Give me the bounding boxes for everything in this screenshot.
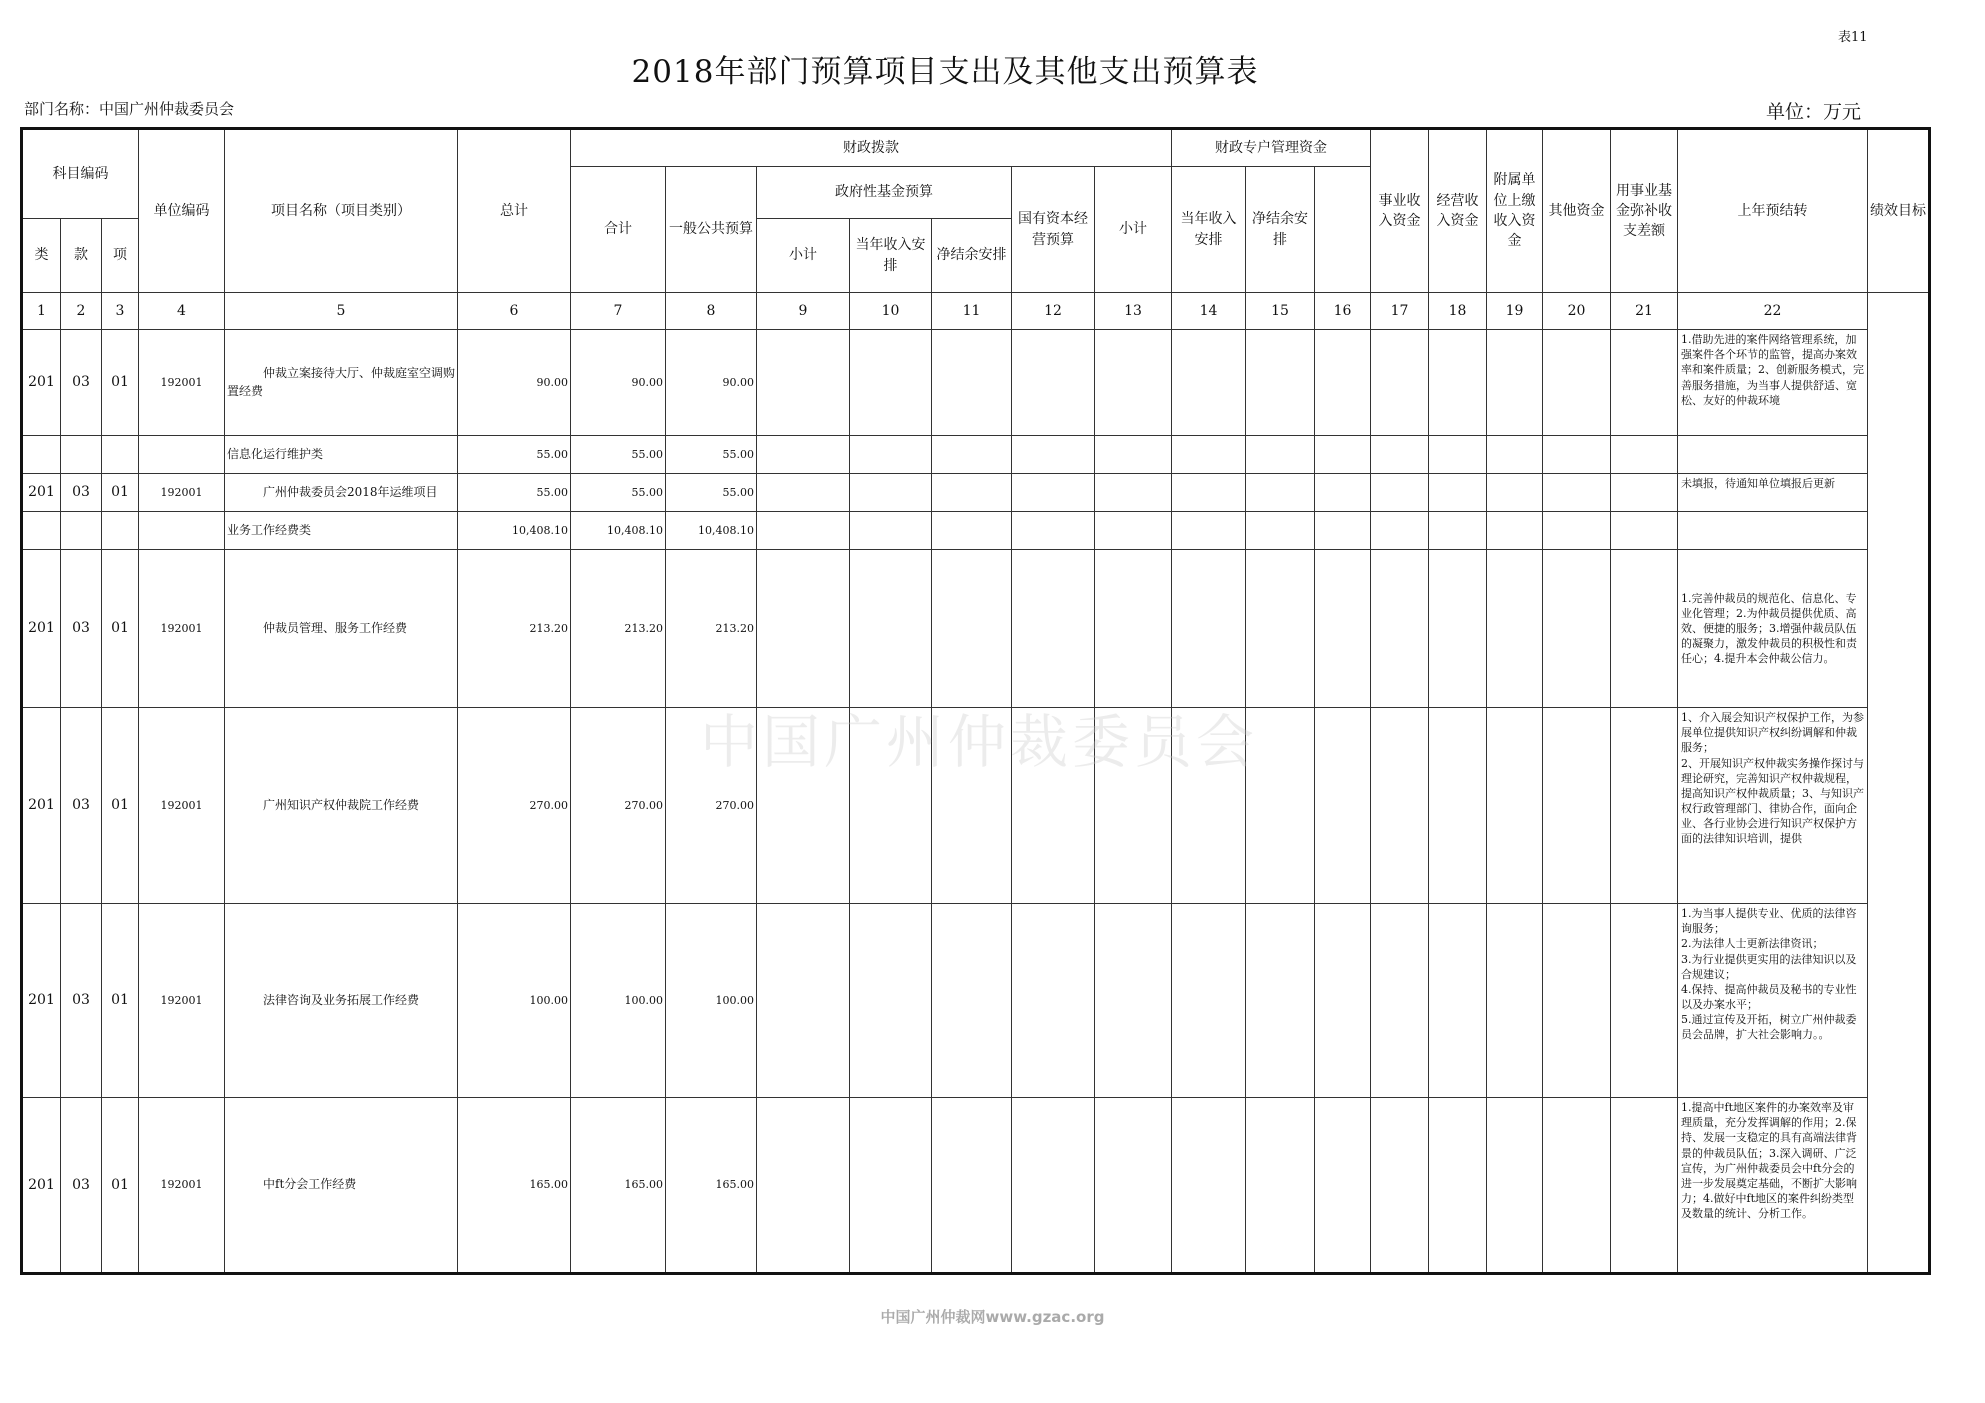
- header-general-public: 一般公共预算: [666, 167, 757, 293]
- cell-project-name: 广州仲裁委员会2018年运维项目: [225, 474, 458, 512]
- cell-total: 90.00: [458, 330, 571, 436]
- cell-unit-code: 192001: [139, 550, 225, 708]
- header-unit-code: 单位编码: [139, 129, 225, 293]
- header-kuan: 款: [61, 219, 102, 293]
- cell-unit-code: 192001: [139, 474, 225, 512]
- col-index: 12: [1012, 293, 1095, 330]
- cell-project-name: 仲裁立案接待大厅、仲裁庭室空调购置经费: [225, 330, 458, 436]
- cell-unit-code: [139, 436, 225, 474]
- cell-total: 55.00: [458, 436, 571, 474]
- col-index: 5: [225, 293, 458, 330]
- cell-lei: 201: [22, 904, 61, 1098]
- cell-sum: 270.00: [571, 708, 666, 904]
- cell-general: 55.00: [666, 436, 757, 474]
- table-row: [22, 550, 1930, 708]
- cell-unit-code: 192001: [139, 1098, 225, 1274]
- cell-general: 10,408.10: [666, 512, 757, 550]
- col-index: 13: [1095, 293, 1172, 330]
- unit-label: 单位：万元: [1766, 101, 1862, 123]
- cell-kuan: [61, 512, 102, 550]
- header-project-name: 项目名称（项目类别）: [225, 129, 458, 293]
- header-gf-current-year: 当年收入安排: [850, 219, 932, 293]
- col-index: 19: [1487, 293, 1543, 330]
- col-index: 22: [1678, 293, 1868, 330]
- cell-lei: 201: [22, 708, 61, 904]
- header-career-income: 事业收入资金: [1371, 129, 1429, 293]
- col-index: 20: [1543, 293, 1611, 330]
- header-carryover: 上年预结转: [1678, 129, 1868, 293]
- footer-site[interactable]: 中国广州仲裁网www.gzac.org: [880, 1308, 1105, 1326]
- cell-xiang: [102, 512, 139, 550]
- col-index: 14: [1172, 293, 1246, 330]
- cell-kuan: 03: [61, 474, 102, 512]
- cell-general: 90.00: [666, 330, 757, 436]
- cell-project-name: 业务工作经费类: [225, 512, 458, 550]
- col-index: 6: [458, 293, 571, 330]
- header-affiliate-income: 附属单位上缴收入资金: [1487, 129, 1543, 293]
- cell-unit-code: 192001: [139, 330, 225, 436]
- cell-total: 213.20: [458, 550, 571, 708]
- cell-lei: 201: [22, 1098, 61, 1274]
- header-sp-subtotal: 小计: [1095, 167, 1172, 293]
- cell-sum: 213.20: [571, 550, 666, 708]
- header-xiang: 项: [102, 219, 139, 293]
- cell-kuan: [61, 436, 102, 474]
- cell-performance-goal: [1678, 512, 1868, 550]
- col-index: 1: [22, 293, 61, 330]
- cell-sum: 55.00: [571, 436, 666, 474]
- header-special-fund: 财政专户管理资金: [1172, 129, 1371, 167]
- header-sp-net-balance: 净结余安排: [1246, 167, 1315, 293]
- header-gov-fund: 政府性基金预算: [757, 167, 1012, 219]
- header-career-fund-offset: 用事业基金弥补收支差额: [1611, 129, 1678, 293]
- cell-project-name: 广州知识产权仲裁院工作经费: [225, 708, 458, 904]
- cell-unit-code: [139, 512, 225, 550]
- header-operating-income: 经营收入资金: [1429, 129, 1487, 293]
- col-index: 8: [666, 293, 757, 330]
- cell-total: 10,408.10: [458, 512, 571, 550]
- col-index: 9: [757, 293, 850, 330]
- cell-xiang: 01: [102, 1098, 139, 1274]
- cell-sum: 90.00: [571, 330, 666, 436]
- header-state-capital: 国有资本经营预算: [1012, 167, 1095, 293]
- header-fiscal-allocation: 财政拨款: [571, 129, 1172, 167]
- cell-performance-goal: [1678, 436, 1868, 474]
- cell-general: 55.00: [666, 474, 757, 512]
- col-index: 21: [1611, 293, 1678, 330]
- cell-total: 55.00: [458, 474, 571, 512]
- cell-performance-goal: 1.为当事人提供专业、优质的法律咨询服务； 2.为法律人士更新法律资讯； 3.为行业提供更实用的法律知识以及合规建议； 4.保持、提高仲裁员及秘书的专业性以及办案水平； 5.通过宣传及开拓，树立广州仲裁委员会品牌，扩大社会影响力。。: [1678, 904, 1868, 1098]
- header-other-funds: 其他资金: [1543, 129, 1611, 293]
- header-gf-subtotal: 小计: [757, 219, 850, 293]
- cell-general: 100.00: [666, 904, 757, 1098]
- cell-lei: 201: [22, 474, 61, 512]
- col-index: 10: [850, 293, 932, 330]
- cell-unit-code: 192001: [139, 708, 225, 904]
- col-index: 11: [932, 293, 1012, 330]
- cell-xiang: 01: [102, 708, 139, 904]
- col-index: 3: [102, 293, 139, 330]
- cell-project-name: 法律咨询及业务拓展工作经费: [225, 904, 458, 1098]
- cell-kuan: 03: [61, 330, 102, 436]
- header-sp-current-year: 当年收入安排: [1172, 167, 1246, 293]
- cell-total: 100.00: [458, 904, 571, 1098]
- cell-xiang: 01: [102, 904, 139, 1098]
- cell-performance-goal: 1.完善仲裁员的规范化、信息化、专业化管理；2.为仲裁员提供优质、高效、便捷的服务；3.增强仲裁员队伍的凝聚力，激发仲裁员的积极性和责任心；4.提升本会仲裁公信力。: [1678, 550, 1868, 708]
- cell-project-name: 信息化运行维护类: [225, 436, 458, 474]
- cell-xiang: 01: [102, 550, 139, 708]
- table-number: 表11: [1838, 30, 1868, 45]
- header-performance-goal: 绩效目标: [1868, 129, 1930, 293]
- table-row: [22, 512, 1930, 550]
- table-row: [22, 904, 1930, 1098]
- table-row: [22, 1098, 1930, 1274]
- cell-kuan: 03: [61, 904, 102, 1098]
- cell-unit-code: 192001: [139, 904, 225, 1098]
- cell-total: 270.00: [458, 708, 571, 904]
- cell-performance-goal: 1.提高中ft地区案件的办案效率及审理质量，充分发挥调解的作用；2.保持、发展一支稳定的具有高端法律背景的仲裁员队伍；3.深入调研、广泛宣传，为广州仲裁委员会中ft分会的进一步发展奠定基础，不断扩大影响力；4.做好中ft地区的案件纠纷类型及数量的统计、分析工作。: [1678, 1098, 1868, 1274]
- cell-xiang: 01: [102, 330, 139, 436]
- cell-sum: 165.00: [571, 1098, 666, 1274]
- header-gf-net-balance: 净结余安排: [932, 219, 1012, 293]
- cell-sum: 55.00: [571, 474, 666, 512]
- column-index-row: [22, 293, 1930, 330]
- header-subject-code: 科目编码: [22, 129, 139, 219]
- cell-kuan: 03: [61, 550, 102, 708]
- col-index: 17: [1371, 293, 1429, 330]
- watermark: 中国广州仲裁委员会: [700, 708, 1259, 776]
- col-index: 15: [1246, 293, 1315, 330]
- cell-kuan: 03: [61, 1098, 102, 1274]
- cell-general: 213.20: [666, 550, 757, 708]
- department-name: 部门名称：中国广州仲裁委员会: [24, 100, 235, 118]
- cell-lei: [22, 436, 61, 474]
- table-row: [22, 330, 1930, 436]
- cell-project-name: 中ft分会工作经费: [225, 1098, 458, 1274]
- cell-lei: 201: [22, 550, 61, 708]
- header-total: 总计: [458, 129, 571, 293]
- cell-lei: [22, 512, 61, 550]
- cell-lei: 201: [22, 330, 61, 436]
- cell-general: 165.00: [666, 1098, 757, 1274]
- cell-general: 270.00: [666, 708, 757, 904]
- table-row: [22, 436, 1930, 474]
- cell-performance-goal: 未填报，待通知单位填报后更新: [1678, 474, 1868, 512]
- header-sum: 合计: [571, 167, 666, 293]
- col-index: 2: [61, 293, 102, 330]
- col-index: 18: [1429, 293, 1487, 330]
- header-lei: 类: [22, 219, 61, 293]
- cell-performance-goal: 1.借助先进的案件网络管理系统，加强案件各个环节的监管，提高办案效率和案件质量；2、创新服务模式，完善服务措施，为当事人提供舒适、宽松、友好的仲裁环境: [1678, 330, 1868, 436]
- cell-xiang: 01: [102, 474, 139, 512]
- cell-total: 165.00: [458, 1098, 571, 1274]
- cell-performance-goal: 1、介入展会知识产权保护工作，为参展单位提供知识产权纠纷调解和仲裁服务； 2、开展知识产权仲裁实务操作探讨与理论研究，完善知识产权仲裁规程，提高知识产权仲裁质量；3、与知识产权行政管理部门、律协合作，面向企业、各行业协会进行知识产权保护方面的法律知识培训，提供: [1678, 708, 1868, 904]
- cell-kuan: 03: [61, 708, 102, 904]
- cell-xiang: [102, 436, 139, 474]
- cell-project-name: 仲裁员管理、服务工作经费: [225, 550, 458, 708]
- cell-sum: 100.00: [571, 904, 666, 1098]
- col-index: 7: [571, 293, 666, 330]
- cell-sum: 10,408.10: [571, 512, 666, 550]
- col-index: 4: [139, 293, 225, 330]
- table-row: [22, 474, 1930, 512]
- col-index: 16: [1315, 293, 1371, 330]
- page-title: 2018年部门预算项目支出及其他支出预算表: [631, 54, 1259, 90]
